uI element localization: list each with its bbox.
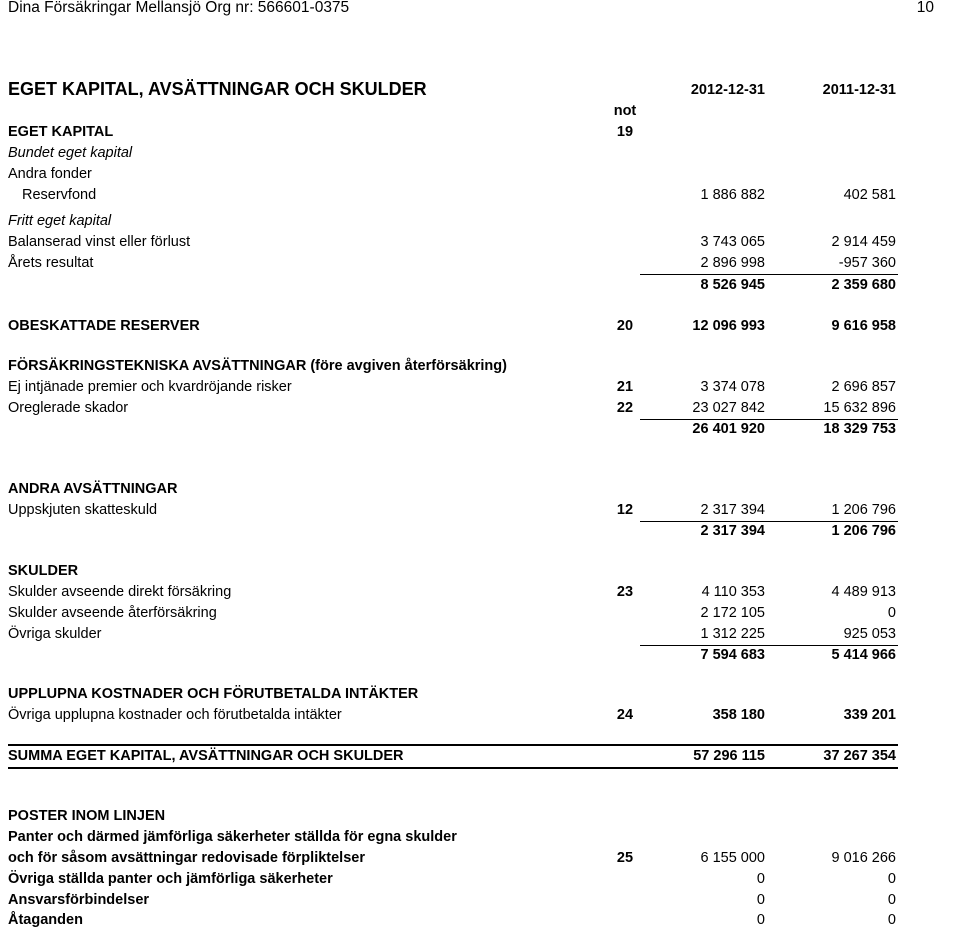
subtotal-rule [640,645,898,646]
row-label-obeskattade-reserver: OBESKATTADE RESERVER [8,318,200,334]
value-oreglerade-2011: 15 632 896 [823,400,896,416]
note-uppskjuten: 12 [616,502,634,518]
row-label-ovriga-panter: Övriga ställda panter och jämförliga säkerheter [8,871,333,887]
row-label-panter-line2: och för såsom avsättningar redovisade förpliktelser [8,850,365,866]
page-number: 10 [916,0,934,16]
value-ataganden-2012: 0 [756,912,765,928]
value-skulder-ater-2011: 0 [887,605,896,621]
row-label-eget-kapital: EGET KAPITAL [8,124,114,140]
note-ej-intjanade: 21 [616,379,634,395]
value-balanserad-2012: 3 743 065 [700,234,765,250]
section-heading-forsakringstekniska: FÖRSÄKRINGSTEKNISKA AVSÄTTNINGAR (före avgiven återförsäkring) [8,358,507,374]
column-header-2011: 2011-12-31 [822,82,896,98]
value-forsakringstekniska-sum-2011: 18 329 753 [823,421,896,437]
value-panter-2012: 6 155 000 [700,850,765,866]
row-label-oreglerade-skador: Oreglerade skador [8,400,129,416]
row-label-arets-resultat: Årets resultat [8,255,94,271]
row-label-ansvarsforbindelser: Ansvarsförbindelser [8,892,150,908]
column-header-2012: 2012-12-31 [690,82,765,98]
value-eget-kapital-sum-2012: 8 526 945 [700,277,765,293]
value-skulder-sum-2011: 5 414 966 [831,647,896,663]
value-ovriga-panter-2011: 0 [887,871,896,887]
row-label-andra-fonder: Andra fonder [8,166,92,182]
row-label-summa: SUMMA EGET KAPITAL, AVSÄTTNINGAR OCH SKULDER [8,748,404,764]
row-label-upplupna: Övriga upplupna kostnader och förutbetalda intäkter [8,707,342,723]
row-label-fritt-eget-kapital: Fritt eget kapital [8,213,112,229]
value-uppskjuten-2012: 2 317 394 [700,502,765,518]
value-summa-2011: 37 267 354 [823,748,896,764]
value-upplupna-2012: 358 180 [712,707,765,723]
value-upplupna-2011: 339 201 [843,707,896,723]
row-label-ovriga-skulder: Övriga skulder [8,626,102,642]
row-label-ataganden: Åtaganden [8,912,83,928]
value-reservfond-2012: 1 886 882 [700,187,765,203]
row-label-reservfond: Reservfond [22,187,97,203]
row-label-bundet-eget-kapital: Bundet eget kapital [8,145,133,161]
value-ovriga-skulder-2011: 925 053 [843,626,896,642]
value-balanserad-2011: 2 914 459 [831,234,896,250]
note-eget-kapital: 19 [616,124,634,140]
section-heading-poster-inom-linjen: POSTER INOM LINJEN [8,808,166,824]
table-title: EGET KAPITAL, AVSÄTTNINGAR OCH SKULDER [8,79,427,99]
value-forsakringstekniska-sum-2012: 26 401 920 [692,421,765,437]
subtotal-rule [640,274,898,275]
value-uppskjuten-2011: 1 206 796 [831,502,896,518]
section-heading-upplupna: UPPLUPNA KOSTNADER OCH FÖRUTBETALDA INTÄKTER [8,686,419,702]
value-arets-resultat-2011: -957 360 [838,255,896,271]
row-label-ej-intjanade: Ej intjänade premier och kvardröjande risker [8,379,292,395]
subtotal-rule [640,419,898,420]
value-reservfond-2011: 402 581 [843,187,896,203]
row-label-balanserad: Balanserad vinst eller förlust [8,234,191,250]
value-eget-kapital-sum-2011: 2 359 680 [831,277,896,293]
row-label-skulder-direkt: Skulder avseende direkt försäkring [8,584,232,600]
value-skulder-sum-2012: 7 594 683 [700,647,765,663]
value-skulder-direkt-2011: 4 489 913 [831,584,896,600]
note-oreglerade: 22 [616,400,634,416]
value-ansvar-2011: 0 [887,892,896,908]
note-panter: 25 [616,850,634,866]
value-obeskattade-2012: 12 096 993 [692,318,765,334]
value-andra-avsattningar-sum-2012: 2 317 394 [700,523,765,539]
value-ovriga-panter-2012: 0 [756,871,765,887]
value-summa-2012: 57 296 115 [693,748,765,764]
note-skulder-direkt: 23 [616,584,634,600]
total-rule-top [8,744,898,746]
value-obeskattade-2011: 9 616 958 [831,318,896,334]
value-panter-2011: 9 016 266 [831,850,896,866]
value-skulder-direkt-2012: 4 110 353 [701,584,765,600]
row-label-uppskjuten-skatteskuld: Uppskjuten skatteskuld [8,502,158,518]
document-header-title: Dina Försäkringar Mellansjö Org nr: 566601-0375 [8,0,350,16]
column-header-not: not [613,103,637,119]
row-label-skulder-ater: Skulder avseende återförsäkring [8,605,217,621]
value-ej-intjanade-2012: 3 374 078 [700,379,765,395]
value-arets-resultat-2012: 2 896 998 [700,255,765,271]
value-ansvar-2012: 0 [756,892,765,908]
note-upplupna: 24 [616,707,634,723]
value-andra-avsattningar-sum-2011: 1 206 796 [831,523,896,539]
value-skulder-ater-2012: 2 172 105 [700,605,765,621]
subtotal-rule [640,521,898,522]
value-ej-intjanade-2011: 2 696 857 [831,379,896,395]
value-oreglerade-2012: 23 027 842 [692,400,765,416]
value-ataganden-2011: 0 [887,912,896,928]
row-label-panter-line1: Panter och därmed jämförliga säkerheter ställda för egna skulder [8,829,457,845]
total-rule-bottom [8,767,898,769]
value-ovriga-skulder-2012: 1 312 225 [700,626,765,642]
section-heading-andra-avsattningar: ANDRA AVSÄTTNINGAR [8,481,178,497]
note-obeskattade: 20 [616,318,634,334]
section-heading-skulder: SKULDER [8,563,79,579]
